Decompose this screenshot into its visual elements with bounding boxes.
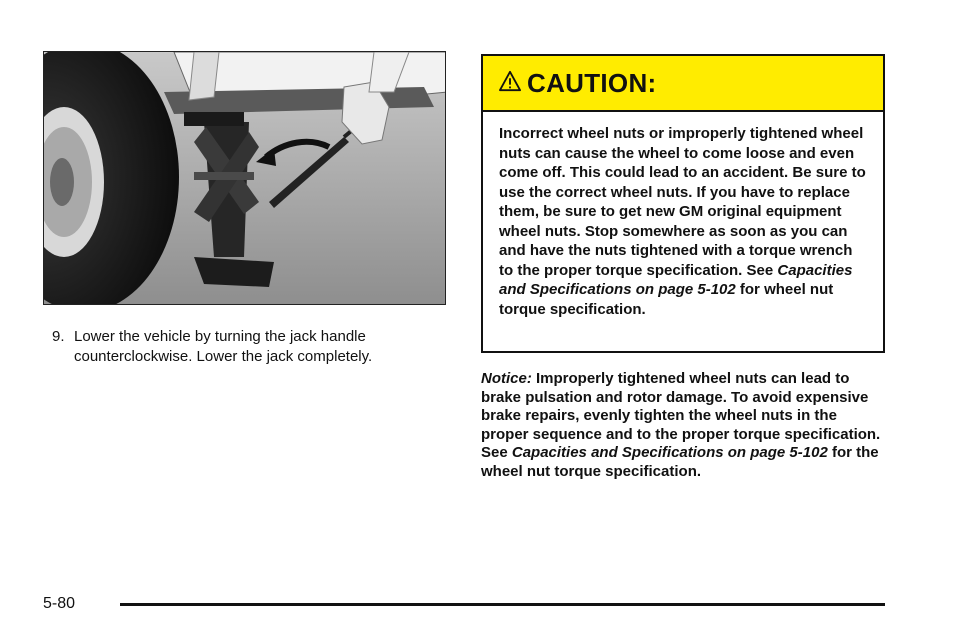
jack-photo-graphic (44, 52, 446, 305)
caution-body-end: for wheel nut torque specification. (499, 281, 834, 318)
notice-label: Notice: (481, 370, 532, 387)
jack-lowering-illustration (43, 51, 446, 305)
caution-title: CAUTION: (527, 67, 657, 98)
step-9 (52, 327, 452, 367)
caution-box (481, 54, 885, 353)
caution-reference-link[interactable]: Capacities and Specifications on page 5-102 (499, 261, 853, 298)
notice-reference-link[interactable]: Capacities and Specifications on page 5-102 (511, 444, 828, 461)
notice-paragraph (481, 370, 886, 481)
warning-triangle-icon (499, 70, 521, 92)
step-text: Lower the vehicle by turning the jack handle counterclockwise. Lower the jack completely. (74, 328, 373, 365)
notice-body-end: for the wheel nut torque specification. (481, 444, 879, 480)
page-number: 5-80 (43, 595, 76, 612)
caution-header (483, 56, 883, 112)
caution-text (483, 112, 883, 319)
notice-body-text: Improperly tightened wheel nuts can lead to brake pulsation and rotor damage. To avoid expensive brake repairs, evenly tighten the wheel nuts in the proper sequence and to the proper torque specification. See (481, 370, 881, 461)
caution-body-text: Incorrect wheel nuts or improperly tightened wheel nuts can cause the wheel to come loose and even come off. This could lead to an accident. Be sure to use the correct wheel nuts. If you have to replace them, be sure to get new GM original equipment wheel nuts. Stop somewhere as soon as you can and have the nuts tightened with a torque wrench to the proper torque specification. See (499, 125, 866, 279)
footer-rule (120, 603, 885, 606)
step-number: 9. (52, 328, 65, 345)
